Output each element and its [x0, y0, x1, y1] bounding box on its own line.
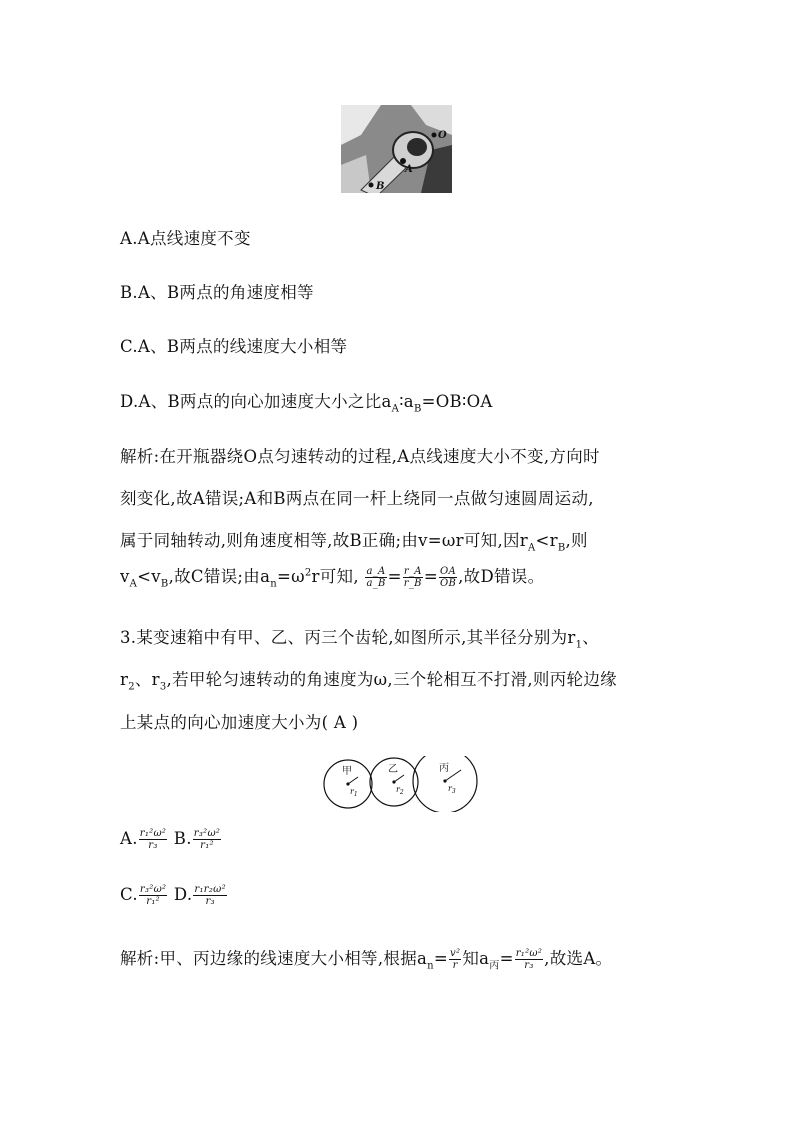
- fraction-answer: $\frac{\text{r₁²ω²}}{\text{r₃}}$: [515, 948, 543, 971]
- analysis-1-line-3: 属于同轴转动,则角速度相等,故B正确;由v=ωr可知,因$r_A<r_B$,则: [120, 531, 588, 554]
- option-b: B.A、B两点的角速度相等: [120, 283, 314, 302]
- fraction-rA-rB: $\frac{r\_A}{r\_B}$: [403, 566, 422, 589]
- options-3-row-2: C. $\frac{\text{r₃²ω²}}{\text{r₁²}}$ D. $\frac{\text{r₁r₂ω²}}{\text{r₃}}$: [120, 884, 226, 907]
- bottle-opener-photo: [341, 105, 452, 193]
- gear-jia-label: 甲: [342, 766, 352, 777]
- option-a: A.A点线速度不变: [120, 229, 251, 248]
- option-d: D.A、B两点的向心加速度大小之比$a_A∶a_B=OB∶OA$: [120, 392, 493, 415]
- analysis-1-line-4: $v_A<v_B$,故C错误;由$a_n=\omega^2r$可知, $\frac{a\_A}{a\_B}$ = $\frac{r\_A}{r\_B}$ = $\frac{OA}{OB}$ ,故D错误。: [120, 566, 545, 590]
- analysis-1-line-2: 刻变化,故A错误;A和B两点在同一杆上绕同一点做匀速圆周运动,: [120, 489, 594, 508]
- fraction-v2-r: $\frac{\text{v²}}{r}$: [450, 948, 461, 971]
- label-b: B: [376, 181, 385, 192]
- options-3-row-1: A. $\frac{\text{r₁²ω²}}{\text{r₃}}$ B. $\frac{\text{r₃²ω²}}{\text{r₁²}}$: [120, 828, 221, 851]
- question-3-line-1: 3.某变速箱中有甲、乙、丙三个齿轮,如图所示,其半径分别为$r_1$、: [120, 628, 600, 651]
- option-c-fraction: $\frac{\text{r₃²ω²}}{\text{r₁²}}$: [139, 884, 167, 907]
- radius-r2-label: $r_2$: [396, 785, 404, 796]
- fraction-aA-aB: $\frac{a\_A}{a\_B}$: [366, 566, 386, 589]
- option-a-fraction: $\frac{\text{r₁²ω²}}{\text{r₃}}$: [139, 828, 167, 851]
- radius-r3-label: $r_3$: [448, 784, 456, 795]
- option-c: C.A、B两点的线速度大小相等: [120, 337, 348, 356]
- fraction-OA-OB: $\frac{OA}{OB}$: [439, 566, 457, 589]
- gear-yi-label: 乙: [388, 764, 398, 775]
- radius-r1-label: $r_1$: [350, 787, 358, 798]
- analysis-3: 解析:甲、丙边缘的线速度大小相等,根据$a_n=$ $\frac{\text{v²}}{r}$ 知$a_丙=$ $\frac{\text{r₁²ω²}}{\text{r₃}}$ ,故选A。: [120, 948, 613, 972]
- gears-diagram: [318, 756, 478, 812]
- label-o: O: [438, 130, 447, 141]
- option-d-fraction: $\frac{\text{r₁r₂ω²}}{\text{r₃}}$: [194, 884, 226, 907]
- label-a: A: [405, 164, 413, 175]
- question-3-line-2: $r_2$、$r_3$,若甲轮匀速转动的角速度为ω,三个轮相互不打滑,则丙轮边缘: [120, 670, 617, 693]
- analysis-1-line-1: 解析:在开瓶器绕O点匀速转动的过程,A点线速度大小不变,方向时: [120, 447, 600, 466]
- option-b-fraction: $\frac{\text{r₃²ω²}}{\text{r₁²}}$: [193, 828, 221, 851]
- question-3-line-3: 上某点的向心加速度大小为( A ): [120, 713, 359, 732]
- gear-bing-label: 丙: [439, 763, 449, 774]
